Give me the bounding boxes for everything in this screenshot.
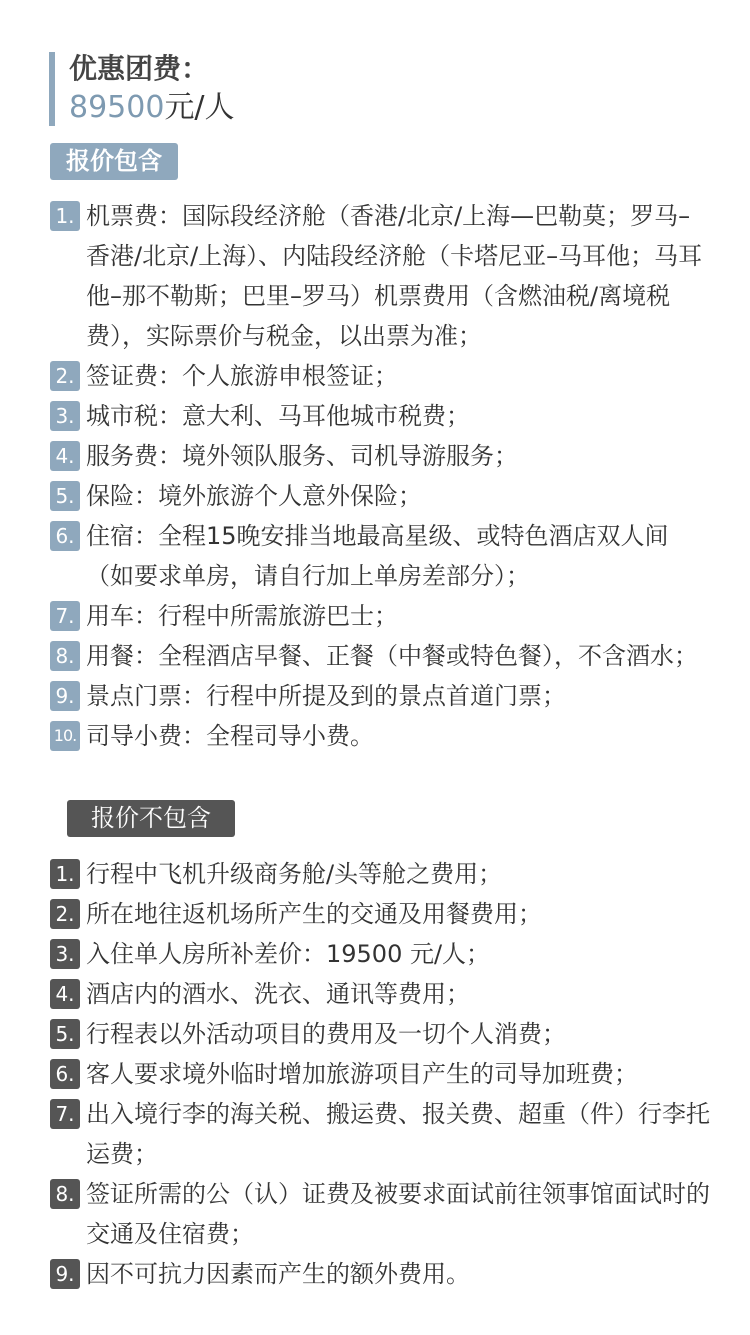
- item-number-badge: 5.: [50, 481, 80, 511]
- item-text: 住宿：全程15晚安排当地最高星级、或特色酒店双人间（如要求单房，请自行加上单房差部分）；: [86, 522, 669, 590]
- excluded-section-title: 报价不包含: [67, 800, 235, 837]
- item-number-badge: 3.: [50, 939, 80, 969]
- list-item: [50, 934, 710, 974]
- item-text: 因不可抗力因素而产生的额外费用。: [86, 1260, 470, 1288]
- item-number-badge: 1.: [50, 201, 80, 231]
- included-list: [50, 196, 710, 756]
- price-summary: [49, 52, 235, 126]
- item-number-badge: 9.: [50, 681, 80, 711]
- item-number-badge: 9.: [50, 1259, 80, 1289]
- item-number-badge: 4.: [50, 441, 80, 471]
- list-item: [50, 516, 710, 596]
- item-text: 司导小费：全程司导小费。: [86, 722, 374, 750]
- price-amount: 89500: [69, 90, 165, 125]
- list-item: [50, 716, 710, 756]
- list-item: [50, 676, 710, 716]
- list-item: [50, 636, 710, 676]
- price-value: [69, 88, 235, 128]
- excluded-list: [50, 854, 710, 1294]
- item-text: 签证所需的公（认）证费及被要求面试前往领事馆面试时的交通及住宿费；: [86, 1180, 710, 1248]
- item-text: 城市税：意大利、马耳他城市税费；: [86, 402, 470, 430]
- item-text: 服务费：境外领队服务、司机导游服务；: [86, 442, 518, 470]
- item-text: 所在地往返机场所产生的交通及用餐费用；: [86, 900, 542, 928]
- list-item: [50, 596, 710, 636]
- item-number-badge: 5.: [50, 1019, 80, 1049]
- item-text: 客人要求境外临时增加旅游项目产生的司导加班费；: [86, 1060, 638, 1088]
- item-number-badge: 6.: [50, 1059, 80, 1089]
- list-item: [50, 196, 710, 356]
- item-number-badge: 4.: [50, 979, 80, 1009]
- list-item: [50, 476, 710, 516]
- item-text: 酒店内的酒水、洗衣、通讯等费用；: [86, 980, 470, 1008]
- item-text: 机票费：国际段经济舱（香港/北京/上海—巴勒莫；罗马–香港/北京/上海）、内陆段经济舱（卡塔尼亚–马耳他；马耳他–那不勒斯；巴里–罗马）机票费用（含燃油税/离境税费），实际票价与税金，以出票为准；: [86, 202, 703, 350]
- list-item: [50, 1254, 710, 1294]
- item-text: 用车：行程中所需旅游巴士；: [86, 602, 398, 630]
- item-text: 保险：境外旅游个人意外保险；: [86, 482, 422, 510]
- item-number-badge: 3.: [50, 401, 80, 431]
- list-item: [50, 396, 710, 436]
- item-number-badge: 7.: [50, 601, 80, 631]
- included-section-title: 报价包含: [50, 143, 178, 180]
- item-number-badge: 10.: [50, 721, 80, 751]
- item-number-badge: 1.: [50, 859, 80, 889]
- item-number-badge: 2.: [50, 361, 80, 391]
- list-item: [50, 1054, 710, 1094]
- item-text: 景点门票：行程中所提及到的景点首道门票；: [86, 682, 566, 710]
- item-number-badge: 8.: [50, 1179, 80, 1209]
- list-item: [50, 974, 710, 1014]
- list-item: [50, 1174, 710, 1254]
- item-text: 入住单人房所补差价：19500 元/人；: [86, 940, 491, 968]
- item-number-badge: 6.: [50, 521, 80, 551]
- price-label: 优惠团费：: [69, 52, 210, 85]
- price-unit: 元/人: [164, 90, 235, 125]
- item-text: 出入境行李的海关税、搬运费、报关费、超重（件）行李托运费；: [86, 1100, 710, 1168]
- list-item: [50, 854, 710, 894]
- list-item: [50, 894, 710, 934]
- item-text: 签证费：个人旅游申根签证；: [86, 362, 398, 390]
- list-item: [50, 1014, 710, 1054]
- list-item: [50, 436, 710, 476]
- item-number-badge: 8.: [50, 641, 80, 671]
- item-number-badge: 2.: [50, 899, 80, 929]
- item-text: 行程中飞机升级商务舱/头等舱之费用；: [86, 860, 503, 888]
- item-text: 用餐：全程酒店早餐、正餐（中餐或特色餐），不含酒水；: [86, 642, 698, 670]
- list-item: [50, 356, 710, 396]
- item-number-badge: 7.: [50, 1099, 80, 1129]
- list-item: [50, 1094, 710, 1174]
- item-text: 行程表以外活动项目的费用及一切个人消费；: [86, 1020, 566, 1048]
